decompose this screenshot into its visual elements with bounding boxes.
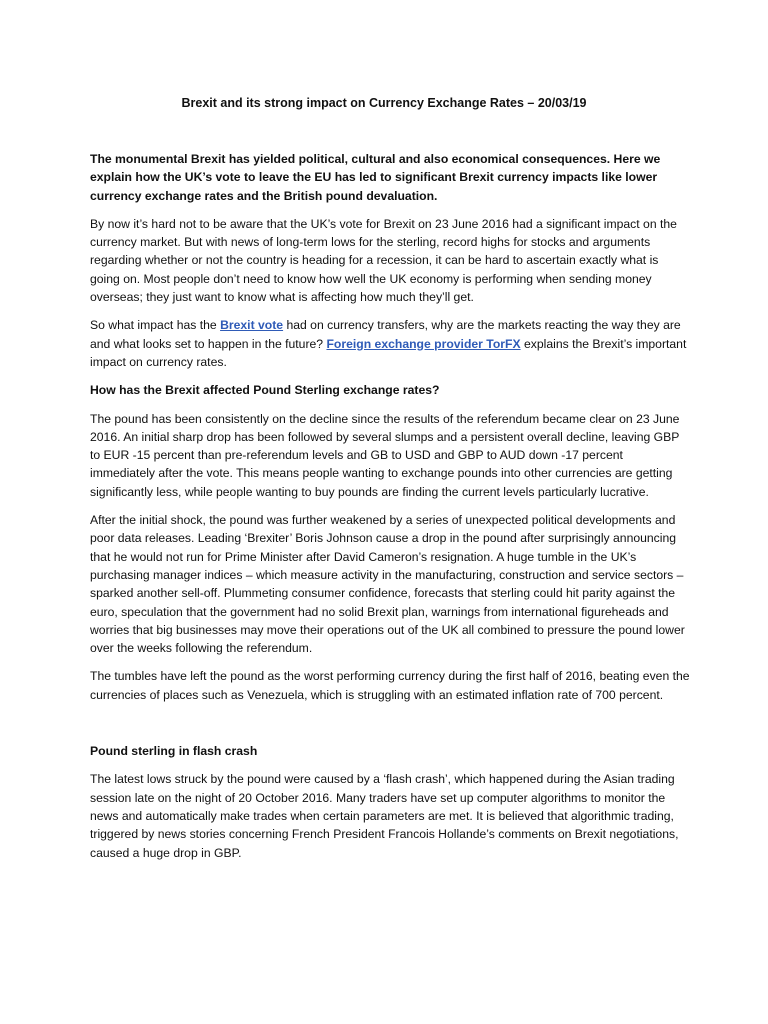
paragraph-3: The pound has been consistently on the decline since the results of the referendum became clear on 23 June 2016. An initial sharp drop has been followed by several slumps and a persistent overall decline, leaving GBP to EUR -15 percent than pre-referendum levels and GB to USD and GBP to AUD down -17 percent immediately after the vote. This means people wanting to exchange pounds into other currencies are getting significantly less, while people wanting to buy pounds are finding the current levels particularly lucrative.: [90, 411, 680, 499]
intro-paragraph: The monumental Brexit has yielded political, cultural and also economical consequences. Here we explain how the UK’s vote to leave the EU has led to significant Brexit currency impacts like lower currency exchange rates and the British pound devaluation.: [90, 152, 661, 203]
brexit-vote-link[interactable]: Brexit vote: [220, 318, 284, 333]
paragraph-5: The tumbles have left the pound as the worst performing currency during the first half of 2016, beating even the currencies of places such as Venezuela, which is struggling with an estimated inflation rate of 700 percent.: [90, 669, 690, 702]
paragraph-4: After the initial shock, the pound was further weakened by a series of unexpected political developments and poor data releases. Leading ‘Brexiter’ Boris Johnson cause a drop in the pound after surprisingly announcing that he would not run for Prime Minister after David Cameron’s resignation. A huge tumble in the UK’s purchasing manager indices – which measure activity in the manufacturing, construction and service sectors – sparked another sell-off. Plummeting consumer confidence, forecasts that sterling could hit parity against the euro, speculation that the government had no solid Brexit plan, warnings from international figureheads and worries that big businesses may move their operations out of the UK all combined to pressure the pound lower over the weeks following the referendum.: [90, 513, 685, 656]
document-title: Brexit and its strong impact on Currency Exchange Rates – 20/03/19: [181, 96, 587, 110]
paragraph-1: By now it’s hard not to be aware that the UK’s vote for Brexit on 23 June 2016 had a significant impact on the currency market. But with news of long-term lows for the sterling, record highs for stocks and arguments regarding whether or not the country is heading for a recession, it can be hard to ascertain exactly what is going on. Most people don’t need to know how well the UK economy is performing when sending money overseas; they just want to know what is affecting how much they’ll get.: [90, 216, 677, 305]
torfx-link[interactable]: Foreign exchange provider TorFX: [326, 336, 521, 351]
paragraph-6: The latest lows struck by the pound were caused by a ‘flash crash’, which happened during the Asian trading session late on the night of 20 October 2016. Many traders have set up computer algorithms to monitor the news and automatically make trades when certain parameters are met. It is believed that algorithmic trading, triggered by news stories concerning French President Francois Hollande’s comments on Brexit negotiations, caused a huge drop in GBP.: [90, 772, 679, 860]
section-heading-2: Pound sterling in flash crash: [90, 744, 258, 759]
document-body: [90, 150, 690, 872]
paragraph-2-text-c: explains the Brexit’s important impact on currency rates.: [90, 336, 687, 369]
paragraph-2: [90, 316, 690, 371]
paragraph-2-text-b: had on currency transfers, why are the markets reacting the way they are and what looks set to happen in the future?: [90, 318, 681, 351]
section-heading-1: How has the Brexit affected Pound Sterling exchange rates?: [90, 383, 440, 398]
paragraph-2-text-a: So what impact has the: [90, 318, 221, 333]
